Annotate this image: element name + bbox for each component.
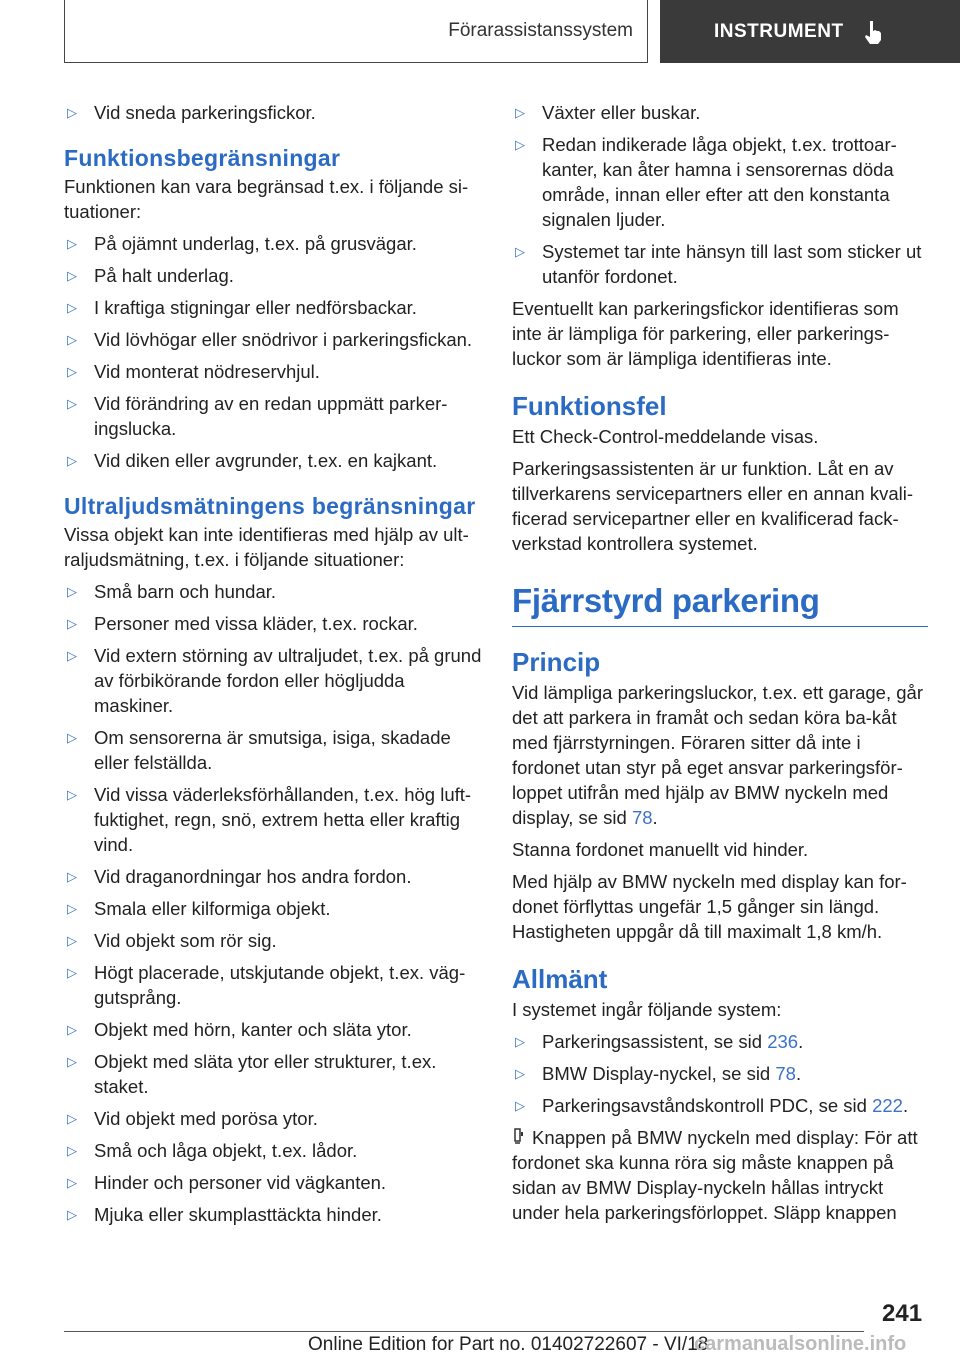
footer-edition: Online Edition for Part no. 01402722607 - VI/18	[308, 1334, 709, 1355]
list-item: ▷ Vid sneda parkeringsfickor.	[67, 102, 316, 123]
triangle-bullet-icon: ▷	[67, 300, 77, 315]
section-heading: Funktionsbegränsningar	[64, 145, 341, 171]
triangle-bullet-icon: ▷	[67, 1207, 77, 1222]
paragraph: Vissa objekt kan inte identifieras med hjälp av ult-raljudsmätning, t.ex. i följande situationer:	[64, 524, 469, 570]
right-column	[512, 100, 928, 1232]
page-reference-link[interactable]: 78	[631, 807, 653, 828]
footer-divider	[64, 1331, 864, 1332]
triangle-bullet-icon: ▷	[67, 396, 77, 411]
list-item: ▷ Smala eller kilformiga objekt.	[67, 898, 331, 919]
list-item: ▷ Vid monterat nödreservhjul.	[67, 361, 320, 382]
list-item: ▷ Högt placerade, utskjutande objekt, t.ex. väg-gutsprång.	[67, 962, 466, 1008]
paragraph: Stanna fordonet manuellt vid hinder.	[512, 839, 809, 860]
section-heading: Funktionsfel	[512, 391, 667, 421]
list-item: ▷ Om sensorerna är smutsiga, isiga, skadade eller felställda.	[67, 727, 451, 773]
triangle-bullet-icon: ▷	[67, 584, 77, 599]
list-item: ▷ Vid draganordningar hos andra fordon.	[67, 866, 412, 887]
paragraph: Funktionen kan vara begränsad t.ex. i följande si-tuationer:	[64, 176, 469, 222]
ultrasound-list	[64, 579, 482, 1227]
left-top-list	[64, 100, 482, 125]
triangle-bullet-icon: ▷	[515, 244, 525, 259]
triangle-bullet-icon: ▷	[67, 933, 77, 948]
list-item: ▷ Små barn och hundar.	[67, 581, 277, 602]
triangle-bullet-icon: ▷	[67, 616, 77, 631]
paragraph: Parkeringsassistenten är ur funktion. Låt en av tillverkarens servicepartners eller en annan kvali-ficerad servicepartner eller en kvalificerad fack-verkstad kontrollera systemet.	[512, 458, 914, 554]
list-item: ▷ Vid objekt som rör sig.	[67, 930, 277, 951]
list-item: ▷ BMW Display-nyckel, se sid 78.	[515, 1063, 802, 1084]
triangle-bullet-icon: ▷	[67, 268, 77, 283]
section-header	[64, 0, 648, 63]
list-item: ▷ Mjuka eller skumplasttäckta hinder.	[67, 1204, 382, 1225]
triangle-bullet-icon: ▷	[515, 1034, 525, 1049]
watermark: carmanualsonline.info	[694, 1333, 907, 1355]
list-item: ▷ Vid vissa väderleksförhållanden, t.ex. hög luft-fuktighet, regn, snö, extrem hetta eller kraftig vind.	[67, 784, 472, 855]
list-item: ▷ Parkeringsassistent, se sid 236.	[515, 1031, 804, 1052]
triangle-bullet-icon: ▷	[515, 137, 525, 152]
right-top-list	[512, 100, 928, 289]
list-item: ▷ Vid objekt med porösa ytor.	[67, 1108, 318, 1129]
paragraph: Knappen på BMW nyckeln med display: För att fordonet ska kunna röra sig måste knappen på sidan av BMW Display-nyckeln hållas intryckt under hela parkeringsförloppet. Släpp knappen	[512, 1127, 918, 1223]
list-item: ▷ Objekt med hörn, kanter och släta ytor.	[67, 1019, 412, 1040]
paragraph: I systemet ingår följande system:	[512, 999, 782, 1020]
left-column	[64, 100, 482, 1234]
limits-list	[64, 231, 482, 473]
list-item: ▷ Vid extern störning av ultraljudet, t.ex. på grund av förbikörande fordon eller högljudda maskiner.	[67, 645, 482, 716]
list-item: ▷ Växter eller buskar.	[515, 102, 701, 123]
triangle-bullet-icon: ▷	[67, 648, 77, 663]
list-item: ▷ I kraftiga stigningar eller nedförsbackar.	[67, 297, 417, 318]
triangle-bullet-icon: ▷	[515, 1098, 525, 1113]
triangle-bullet-icon: ▷	[67, 1175, 77, 1190]
list-item: ▷ Hinder och personer vid vägkanten.	[67, 1172, 387, 1193]
triangle-bullet-icon: ▷	[67, 1054, 77, 1069]
list-item: ▷ Små och låga objekt, t.ex. lådor.	[67, 1140, 358, 1161]
chapter-heading: Fjärrstyrd parkering	[512, 582, 928, 627]
triangle-bullet-icon: ▷	[515, 1066, 525, 1081]
list-item: ▷ Vid lövhögar eller snödrivor i parkeringsfickan.	[67, 329, 473, 350]
paragraph: Eventuellt kan parkeringsfickor identifieras som inte är lämpliga för parkering, eller parkerings-luckor som är lämpliga identifieras inte.	[512, 298, 899, 369]
section-heading: Ultraljudsmätningens begränsningar	[64, 493, 476, 519]
triangle-bullet-icon: ▷	[67, 105, 77, 120]
list-item: ▷ Redan indikerade låga objekt, t.ex. trottoar-kanter, kan åter hamna i sensorernas döda område, innan eller efter att den konstanta signalen ljuder.	[515, 134, 897, 230]
triangle-bullet-icon: ▷	[67, 869, 77, 884]
page-reference-link[interactable]: 78	[775, 1063, 796, 1084]
triangle-bullet-icon: ▷	[67, 453, 77, 468]
triangle-bullet-icon: ▷	[67, 1143, 77, 1158]
chapter-tab	[660, 0, 960, 63]
page-reference-link[interactable]: 236	[767, 1031, 799, 1052]
section-heading: Allmänt	[512, 964, 608, 994]
triangle-bullet-icon: ▷	[67, 730, 77, 745]
paragraph: Med hjälp av BMW nyckeln med display kan for-donet förflyttas ungefär 1,5 gånger sin längd. Hastigheten uppgår då till maximalt 1,8 km/h.	[512, 871, 907, 942]
triangle-bullet-icon: ▷	[67, 787, 77, 802]
triangle-bullet-icon: ▷	[67, 332, 77, 347]
list-item: ▷ Vid förändring av en redan uppmätt parker-ingslucka.	[67, 393, 448, 439]
triangle-bullet-icon: ▷	[67, 364, 77, 379]
system-list	[512, 1029, 928, 1118]
page-number: 241	[882, 1300, 923, 1327]
list-item: ▷ Systemet tar inte hänsyn till last som sticker ut utanför fordonet.	[515, 241, 922, 287]
list-item: ▷ Vid diken eller avgrunder, t.ex. en kajkant.	[67, 450, 438, 471]
list-item: ▷ På ojämnt underlag, t.ex. på grusvägar.	[67, 233, 417, 254]
chapter-title: INSTRUMENT	[714, 20, 844, 42]
page-reference-link[interactable]: 222	[872, 1095, 903, 1116]
triangle-bullet-icon: ▷	[67, 236, 77, 251]
section-title: Förarassistanssystem	[448, 20, 633, 41]
list-item: ▷ Objekt med släta ytor eller strukturer, t.ex. staket.	[67, 1051, 437, 1097]
triangle-bullet-icon: ▷	[67, 1111, 77, 1126]
paragraph: Vid lämpliga parkeringsluckor, t.ex. ett garage, går det att parkera in framåt och sedan köra ba-kåt med fjärrstyrningen. Föraren sitter då inte i fordonet utan styr på eget ansvar parkeringsför-loppet utifrån med hjälp av BMW nyckeln med display, se sid 78.	[512, 682, 923, 828]
triangle-bullet-icon: ▷	[67, 965, 77, 980]
list-item: ▷ Personer med vissa kläder, t.ex. rockar.	[67, 613, 418, 634]
list-item: ▷ På halt underlag.	[67, 265, 234, 286]
key-button-icon	[512, 1128, 526, 1146]
section-heading: Princip	[512, 647, 601, 677]
list-item: ▷ Parkeringsavståndskontroll PDC, se sid 222.	[515, 1095, 909, 1116]
triangle-bullet-icon: ▷	[67, 1022, 77, 1037]
triangle-bullet-icon: ▷	[515, 105, 525, 120]
hand-pointer-icon	[862, 19, 884, 45]
triangle-bullet-icon: ▷	[67, 901, 77, 916]
paragraph: Ett Check-Control-meddelande visas.	[512, 426, 819, 447]
